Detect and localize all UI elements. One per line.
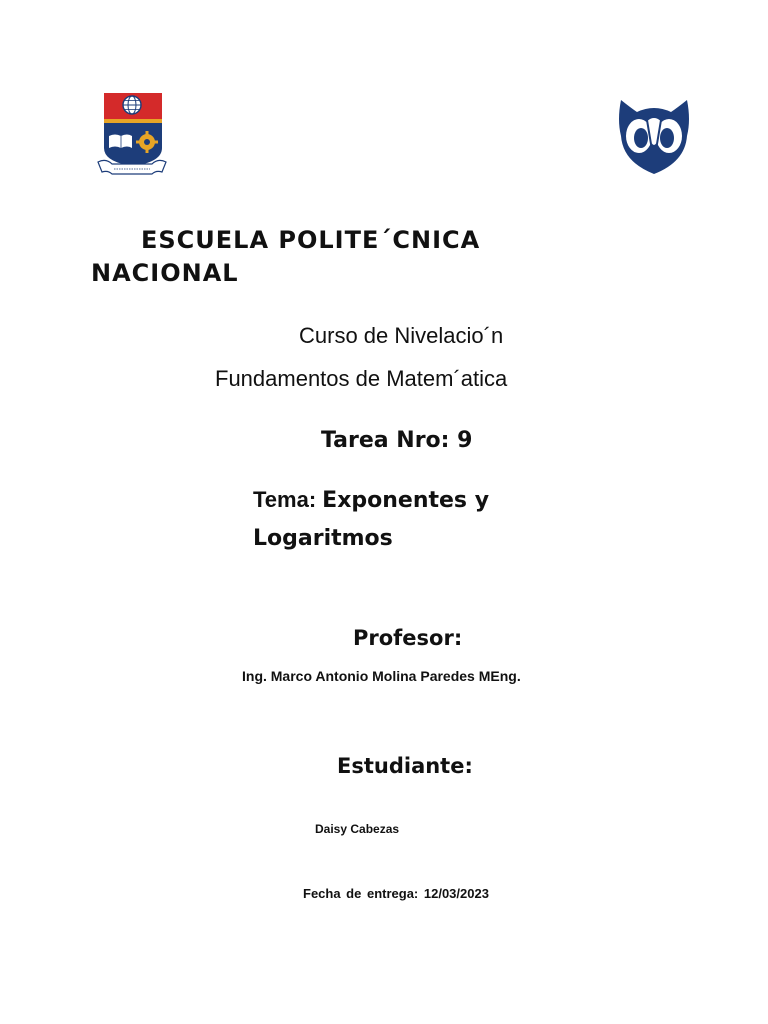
topic-title-part2: Logaritmos [253, 526, 393, 551]
professor-name: Ing. Marco Antonio Molina Paredes MEng. [242, 668, 521, 684]
topic-line1 [253, 487, 489, 513]
institution-name-line1: ESCUELA POLITE´CNICA [141, 226, 481, 254]
course-name: Curso de Nivelacio´n [299, 323, 504, 348]
topic-label: Tema: [253, 487, 317, 512]
owl-icon [617, 98, 691, 176]
task-number: Tarea Nro: 9 [321, 428, 473, 453]
institution-name-line2: NACIONAL [91, 259, 239, 287]
topic-title-part1: Exponentes y [322, 488, 490, 513]
professor-label: Profesor: [353, 626, 463, 650]
subject-name: Fundamentos de Matem´atica [215, 366, 508, 391]
due-date: Fecha de entrega: 12/03/2023 [303, 886, 489, 901]
student-label: Estudiante: [337, 754, 473, 778]
epn-crest-icon [96, 92, 168, 180]
student-name: Daisy Cabezas [315, 822, 400, 836]
